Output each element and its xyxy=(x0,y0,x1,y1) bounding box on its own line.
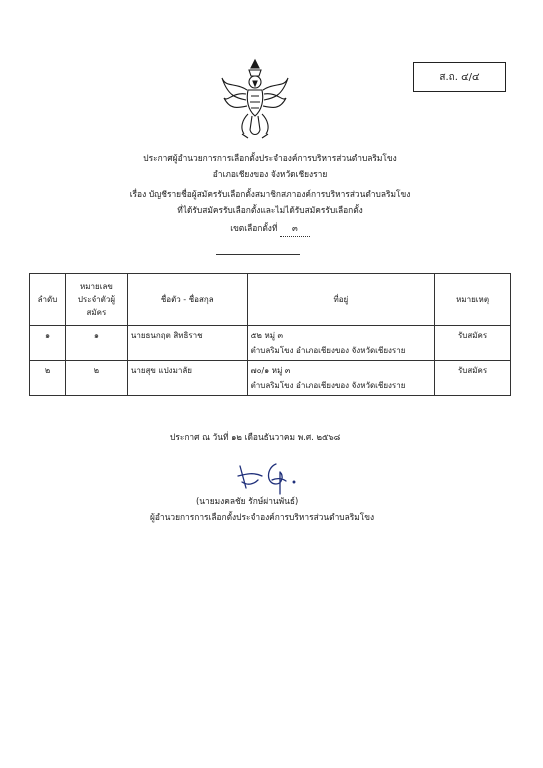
cell-name: นายธนกฤต สิทธิราช xyxy=(127,326,247,361)
address-line-1: ๕๒ หมู่ ๓ xyxy=(250,331,284,340)
district-label: เขตเลือกตั้งที่ xyxy=(230,223,278,233)
signer-name: (นายมงคลชัย รักษ์ผ่านพันธ์) xyxy=(196,496,299,506)
announcement-date: ประกาศ ณ วันที่ ๑๒ เดือนธันวาคม พ.ศ. ๒๕๖๘ xyxy=(170,432,341,442)
cell-address xyxy=(247,361,435,396)
cell-note: รับสมัคร xyxy=(435,361,511,396)
cell-order: ๒ xyxy=(30,361,66,396)
heading-line-2: อำเภอเชียงของ จังหวัดเชียงราย xyxy=(212,169,328,179)
heading-subject-cont: ที่ได้รับสมัครรับเลือกตั้งและไม่ได้รับสมัครรับเลือกตั้ง xyxy=(177,205,363,215)
signer-position: ผู้อำนวยการการเลือกตั้งประจำองค์การบริหารส่วนตำบลริมโขง xyxy=(150,512,375,522)
table-row xyxy=(30,326,511,361)
garuda-emblem-icon xyxy=(220,58,290,140)
district-number: ๓ xyxy=(280,220,310,237)
col-order: ลำดับ xyxy=(30,274,66,326)
form-code-box xyxy=(413,62,506,92)
heading-subject: เรื่อง บัญชีรายชื่อผู้สมัครรับเลือกตั้งสมาชิกสภาองค์การบริหารส่วนตำบลริมโขง xyxy=(129,189,411,199)
form-code: ส.ถ. ๔/๔ xyxy=(439,71,480,83)
cell-order: ๑ xyxy=(30,326,66,361)
col-note: หมายเหตุ xyxy=(435,274,511,326)
col-name: ชื่อตัว - ชื่อสกุล xyxy=(127,274,247,326)
address-line-2: ตำบลริมโขง อำเภอเชียงของ จังหวัดเชียงราย xyxy=(250,346,406,355)
cell-candidate-no: ๑ xyxy=(65,326,127,361)
col-address: ที่อยู่ xyxy=(247,274,435,326)
address-line-1: ๗๐/๑ หมู่ ๓ xyxy=(250,366,291,375)
divider xyxy=(216,254,300,255)
district-line xyxy=(80,220,460,237)
cell-address xyxy=(247,326,435,361)
table-header-row xyxy=(30,274,511,326)
cell-name: นายสุข แปงมาลัย xyxy=(127,361,247,396)
cell-note: รับสมัคร xyxy=(435,326,511,361)
signature-icon xyxy=(232,454,312,498)
table-row xyxy=(30,361,511,396)
address-line-2: ตำบลริมโขง อำเภอเชียงของ จังหวัดเชียงราย xyxy=(250,381,406,390)
cell-candidate-no: ๒ xyxy=(65,361,127,396)
col-candidate-no: หมายเลขประจำตัวผู้สมัคร xyxy=(65,274,127,326)
candidate-table xyxy=(29,273,511,396)
heading-line-1: ประกาศผู้อำนวยการการเลือกตั้งประจำองค์การบริหารส่วนตำบลริมโขง xyxy=(143,153,397,163)
